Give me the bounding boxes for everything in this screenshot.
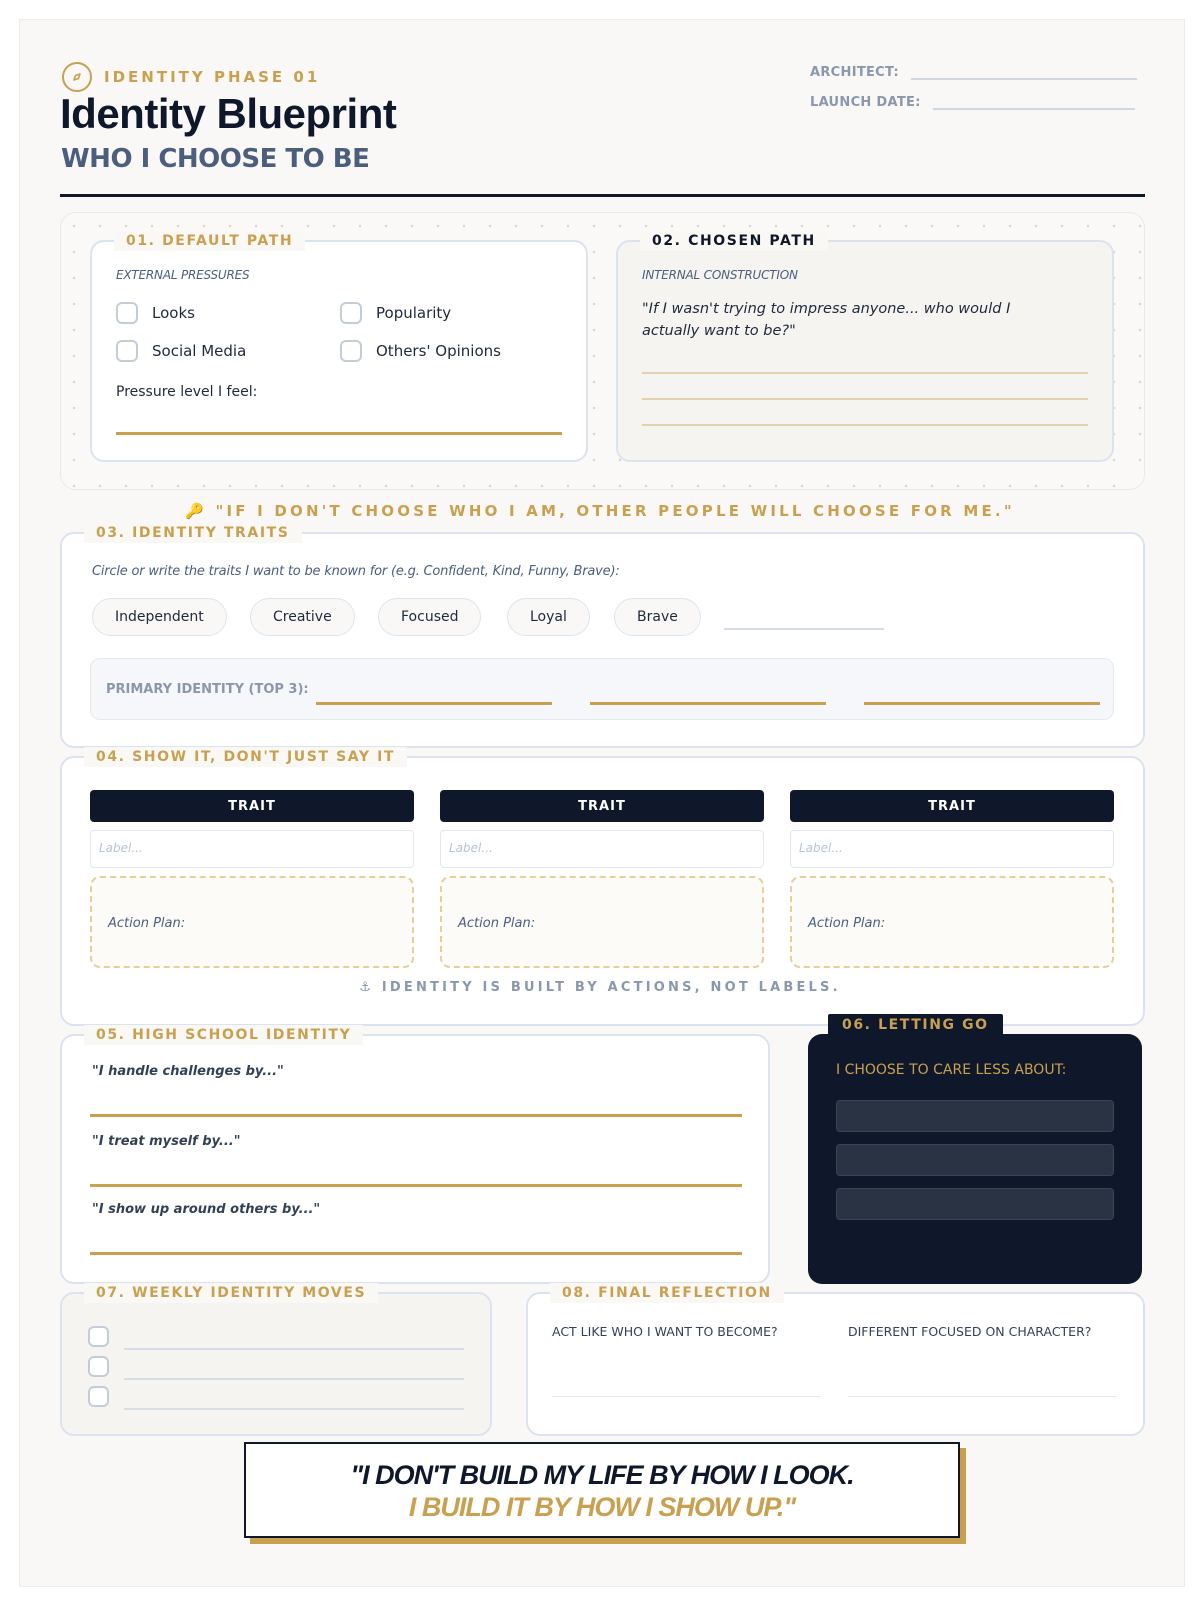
trait-pill[interactable]: Creative — [250, 598, 355, 636]
primary-identity-line[interactable] — [864, 702, 1100, 705]
phase-tag — [62, 62, 320, 92]
final-reflection-card — [526, 1285, 1145, 1436]
letting-go-heading: I CHOOSE TO CARE LESS ABOUT: — [836, 1062, 1067, 1078]
trait-column-header: TRAIT — [440, 790, 764, 822]
custom-trait-line[interactable] — [724, 628, 884, 630]
phase-label: IDENTITY PHASE 01 — [104, 68, 321, 86]
weekly-move-line[interactable] — [124, 1408, 464, 1410]
trait-pill[interactable]: Loyal — [507, 598, 590, 636]
quote-text: "IF I DON'T CHOOSE WHO I AM, OTHER PEOPLE WILL CHOOSE FOR ME." — [215, 502, 1015, 520]
identity-prompt: "I treat myself by..." — [92, 1134, 241, 1149]
check-label: Popularity — [376, 304, 452, 322]
primary-identity-line[interactable] — [316, 702, 552, 705]
actions-footer — [0, 980, 1200, 995]
page-title: Identity Blueprint — [60, 90, 397, 137]
header-divider — [60, 194, 1145, 197]
section-label-03: 03. IDENTITY TRAITS — [84, 523, 302, 543]
architect-row — [810, 64, 1137, 80]
page-subtitle: WHO I CHOOSE TO BE — [61, 144, 370, 174]
prompt-answer-line[interactable] — [90, 1114, 742, 1117]
trait-label-field[interactable]: Label... — [790, 830, 1114, 868]
prompt-answer-line[interactable] — [90, 1184, 742, 1187]
answer-line[interactable] — [642, 372, 1088, 374]
key-icon: 🔑 — [185, 502, 208, 520]
primary-identity-line[interactable] — [590, 702, 826, 705]
architect-label: ARCHITECT: — [810, 65, 899, 80]
section-label-05: 05. HIGH SCHOOL IDENTITY — [84, 1025, 363, 1045]
actions-footer-text: IDENTITY IS BUILT BY ACTIONS, NOT LABELS. — [381, 980, 841, 995]
chosen-path-question: "If I wasn't trying to impress anyone... who would I actually want to be?" — [642, 301, 1011, 339]
trait-pill[interactable]: Independent — [92, 598, 227, 636]
identity-prompt: "I show up around others by..." — [92, 1202, 321, 1217]
check-social-media[interactable] — [116, 340, 246, 362]
internal-construction-caption: INTERNAL CONSTRUCTION — [642, 268, 798, 282]
check-label: Looks — [152, 304, 195, 322]
closing-quote-box — [244, 1442, 960, 1538]
section-label-02: 02. CHOSEN PATH — [640, 231, 828, 251]
letting-go-field[interactable] — [836, 1100, 1114, 1132]
trait-column-header: TRAIT — [90, 790, 414, 822]
primary-identity-label: PRIMARY IDENTITY (TOP 3): — [106, 682, 309, 697]
weekly-move-line[interactable] — [124, 1378, 464, 1380]
traits-instruction: Circle or write the traits I want to be known for (e.g. Confident, Kind, Funny, Brave): — [92, 564, 620, 579]
section-label-07: 07. WEEKLY IDENTITY MOVES — [84, 1283, 378, 1303]
action-plan-box[interactable]: Action Plan: — [790, 876, 1114, 968]
checkbox[interactable] — [116, 340, 138, 362]
section-label-04: 04. SHOW IT, DON'T JUST SAY IT — [84, 747, 407, 767]
check-label: Others' Opinions — [376, 342, 501, 360]
weekly-checkbox[interactable] — [88, 1326, 109, 1347]
letting-go-field[interactable] — [836, 1188, 1114, 1220]
check-looks[interactable] — [116, 302, 195, 324]
answer-line[interactable] — [642, 424, 1088, 426]
anchor-icon: ⚓ — [359, 980, 375, 995]
section-label-08: 08. FINAL REFLECTION — [550, 1283, 784, 1303]
action-plan-box[interactable]: Action Plan: — [440, 876, 764, 968]
weekly-moves-card — [60, 1285, 492, 1436]
identity-prompt: "I handle challenges by..." — [92, 1064, 284, 1079]
trait-column-header: TRAIT — [790, 790, 1114, 822]
checkbox[interactable] — [340, 340, 362, 362]
compass-icon — [62, 62, 92, 92]
external-pressures-caption: EXTERNAL PRESSURES — [116, 268, 250, 282]
checkbox[interactable] — [116, 302, 138, 324]
trait-label-field[interactable]: Label... — [440, 830, 764, 868]
closing-quote-line-1: "I DON'T BUILD MY LIFE BY HOW I LOOK. — [350, 1460, 854, 1490]
launch-date-label: LAUNCH DATE: — [810, 95, 921, 110]
quote-banner — [0, 502, 1200, 520]
trait-pill[interactable]: Focused — [378, 598, 481, 636]
trait-label-field[interactable]: Label... — [90, 830, 414, 868]
trait-pill[interactable]: Brave — [614, 598, 701, 636]
pressure-level-line[interactable] — [116, 432, 562, 435]
launch-date-row — [810, 94, 1135, 110]
launch-date-input-line[interactable] — [933, 94, 1135, 110]
pressure-level-label: Pressure level I feel: — [116, 384, 258, 400]
letting-go-field[interactable] — [836, 1144, 1114, 1176]
weekly-checkbox[interactable] — [88, 1386, 109, 1407]
section-label-01: 01. DEFAULT PATH — [114, 231, 305, 251]
architect-input-line[interactable] — [911, 64, 1137, 80]
check-label: Social Media — [152, 342, 247, 360]
reflection-question: DIFFERENT FOCUSED ON CHARACTER? — [848, 1324, 1092, 1339]
section-label-06: 06. LETTING GO — [828, 1014, 1003, 1038]
reflection-answer-line[interactable] — [552, 1396, 820, 1397]
answer-line[interactable] — [642, 398, 1088, 400]
reflection-answer-line[interactable] — [848, 1396, 1116, 1397]
prompt-answer-line[interactable] — [90, 1252, 742, 1255]
weekly-checkbox[interactable] — [88, 1356, 109, 1377]
closing-quote-line-2: I BUILD IT BY HOW I SHOW UP." — [408, 1492, 796, 1522]
check-others-opinions[interactable] — [340, 340, 501, 362]
check-popularity[interactable] — [340, 302, 451, 324]
weekly-move-line[interactable] — [124, 1348, 464, 1350]
reflection-question: ACT LIKE WHO I WANT TO BECOME? — [552, 1324, 778, 1339]
action-plan-box[interactable]: Action Plan: — [90, 876, 414, 968]
checkbox[interactable] — [340, 302, 362, 324]
